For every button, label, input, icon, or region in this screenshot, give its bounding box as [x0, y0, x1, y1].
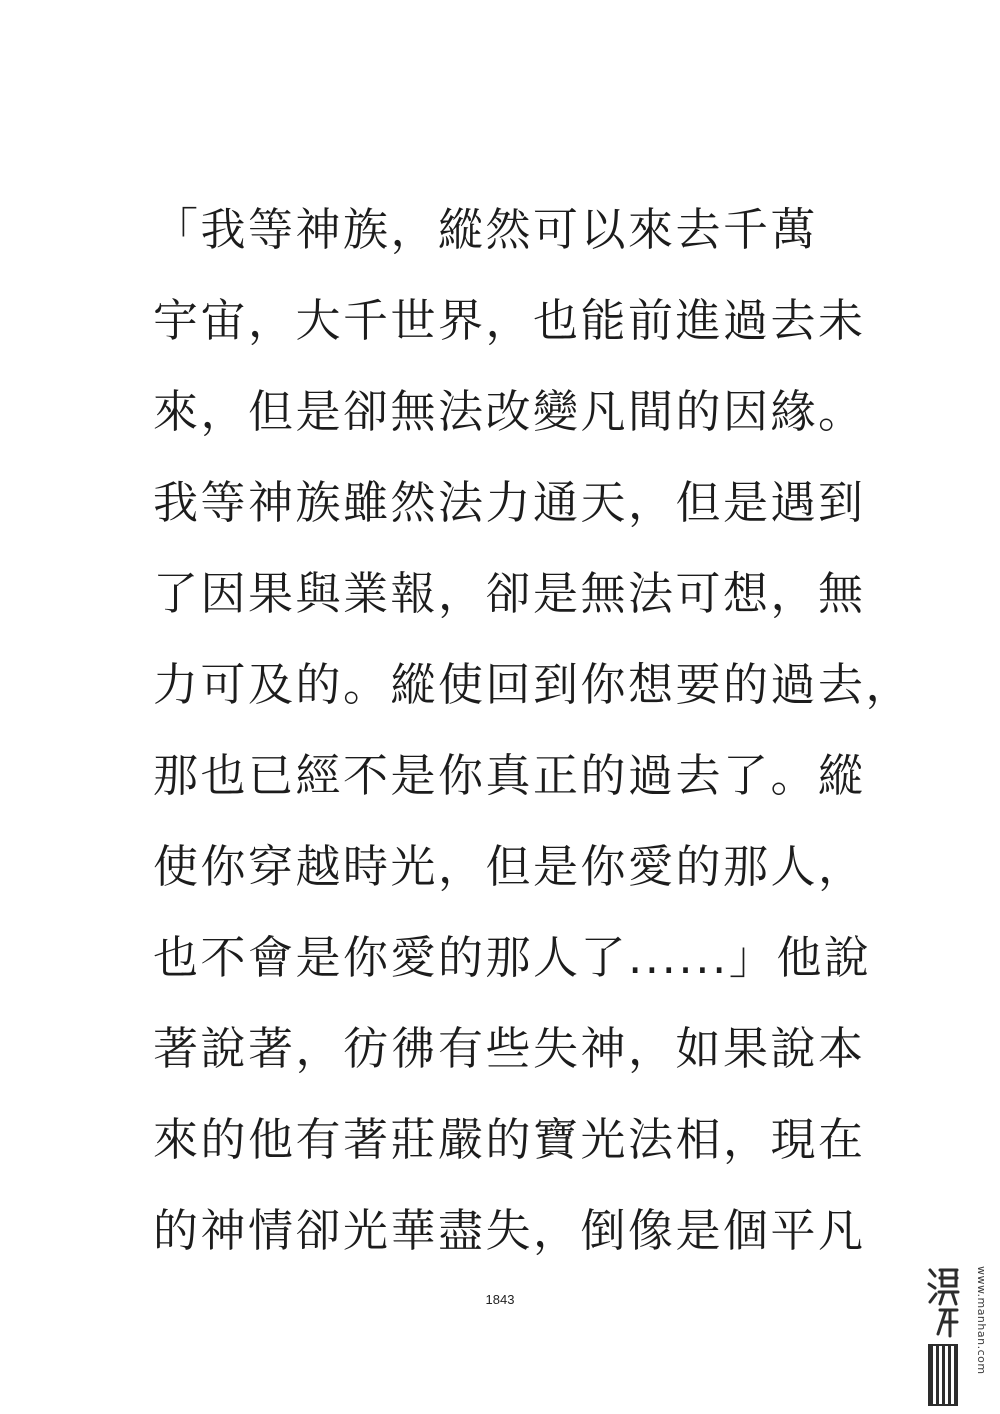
- page-number: 1843: [485, 1292, 515, 1307]
- text-line: 宇宙，大千世界，也能前進過去未: [153, 294, 866, 347]
- text-line: 我等神族雖然法力通天，但是遇到: [153, 476, 866, 529]
- watermark-logo: [926, 1262, 992, 1408]
- text-line: 來的他有著莊嚴的寶光法相，現在: [153, 1113, 866, 1166]
- watermark-glyph-icon: [926, 1264, 960, 1340]
- text-line: 那也已經不是你真正的過去了。縱: [153, 749, 866, 802]
- text-line: 來，但是卻無法改變凡間的因緣。: [153, 385, 866, 438]
- text-line: 「我等神族，縱然可以來去千萬: [153, 203, 819, 256]
- text-line: 著說著，彷彿有些失神，如果說本: [153, 1022, 866, 1075]
- text-line: 使你穿越時光，但是你愛的那人，: [153, 840, 866, 893]
- text-line: 力可及的。縱使回到你想要的過去，: [153, 658, 914, 711]
- text-line: 的神情卻光華盡失，倒像是個平凡: [153, 1204, 866, 1257]
- text-line: 也不會是你愛的那人了......」他說: [153, 931, 872, 984]
- watermark-box-icon: [928, 1344, 958, 1406]
- text-line: 了因果與業報，卻是無法可想，無: [153, 567, 866, 620]
- body-text: [153, 194, 914, 1286]
- watermark-url: www.manhan.com: [975, 1266, 988, 1375]
